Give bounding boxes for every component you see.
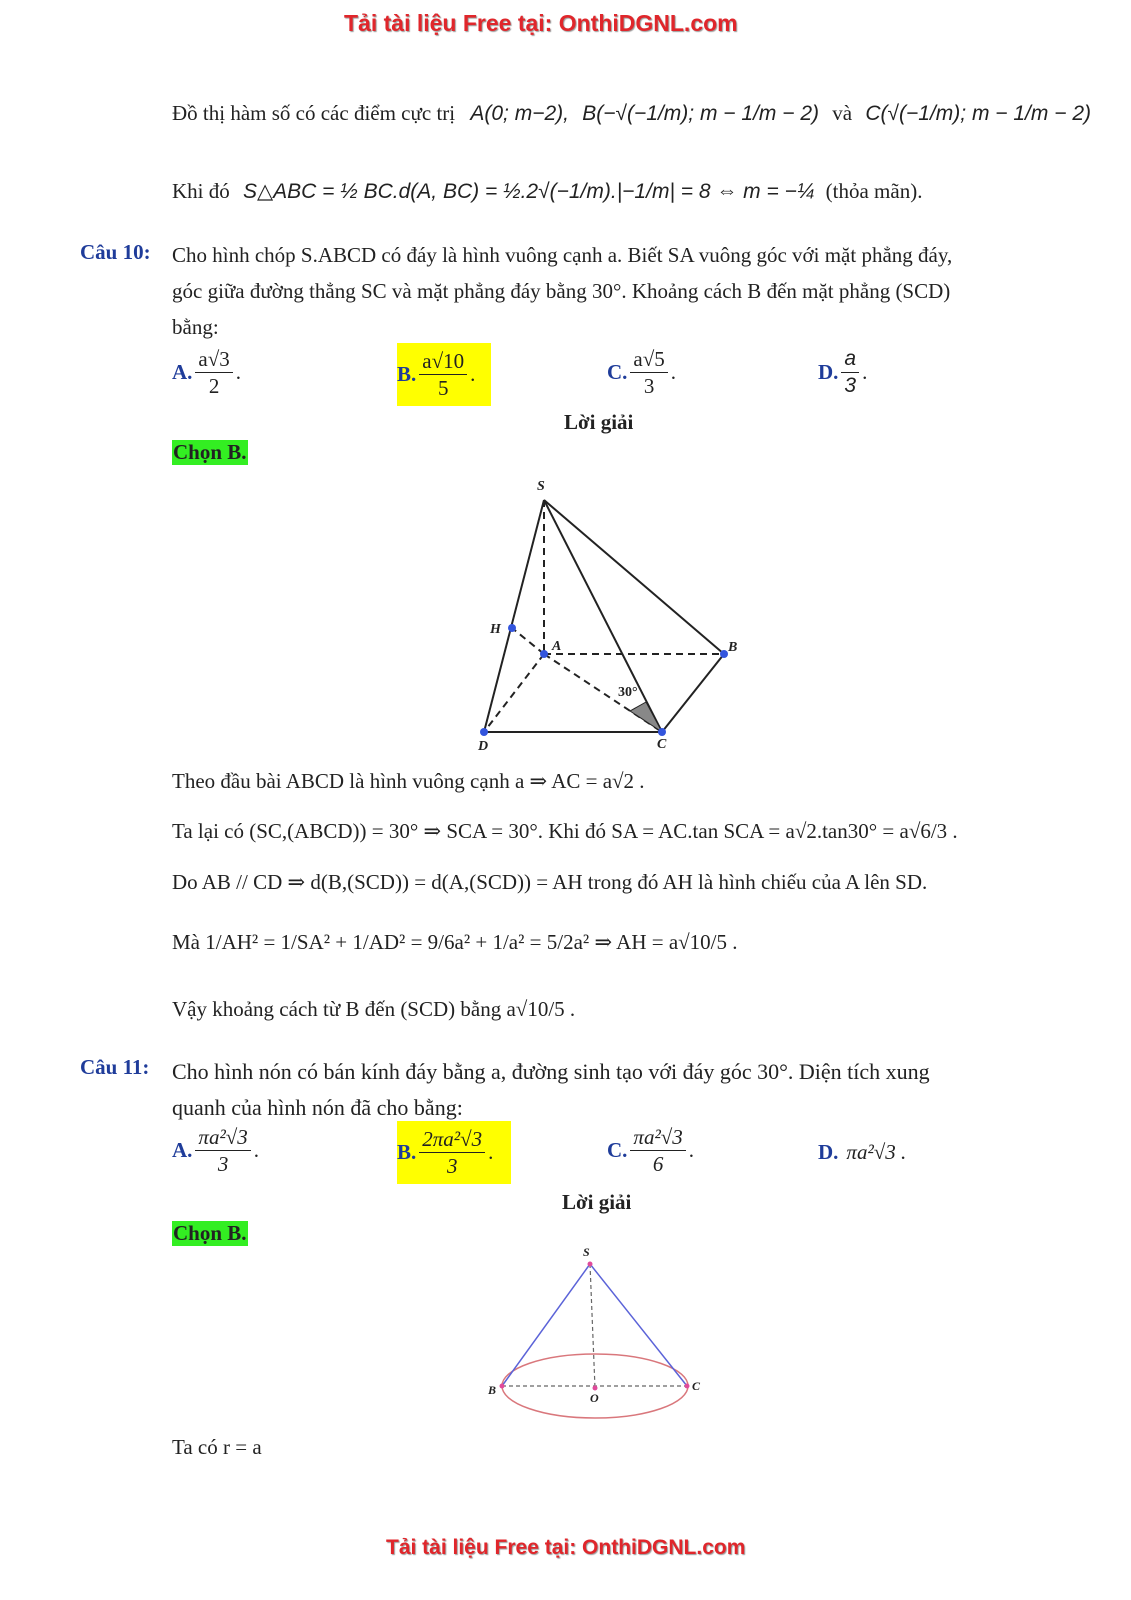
q11-chosen: Chọn B.	[173, 1221, 247, 1245]
q10-text-3: bằng:	[172, 315, 219, 339]
edge-sd	[484, 500, 544, 732]
q11-opt-d-letter: D.	[818, 1140, 839, 1164]
q10-opt-b-letter: B.	[397, 362, 417, 386]
cone-label-o: O	[590, 1391, 599, 1405]
q10-opt-b-den: 5	[437, 376, 449, 400]
q10-solution-title: Lời giải	[564, 410, 634, 434]
point-b-dot	[720, 650, 728, 658]
q10-sol-line-1: Theo đầu bài ABCD là hình vuông cạnh a ⇒ AC = a√2 .	[172, 769, 645, 793]
q11-text-2: quanh của hình nón đã cho bằng:	[172, 1095, 463, 1120]
label-b: B	[728, 640, 738, 655]
label-c: C	[657, 737, 667, 752]
edge-cb	[662, 654, 724, 732]
q10-opt-d-letter: D.	[818, 360, 839, 385]
label-angle: 30°	[618, 685, 638, 700]
q11-opt-b-letter: B.	[397, 1140, 417, 1164]
q10-option-d[interactable]: D. $\frac{a}{3}$ .	[818, 346, 867, 400]
segment-ah	[512, 628, 544, 654]
q11-opt-b-den: 3	[446, 1154, 458, 1178]
header-banner[interactable]: Tải tài liệu Free tại: OnthiDGNL.com	[344, 10, 738, 36]
q11-opt-c-den: 6	[652, 1152, 664, 1177]
edge-sc	[544, 500, 662, 732]
generatrix-sc	[590, 1264, 687, 1386]
footer-banner[interactable]: Tải tài liệu Free tại: OnthiDGNL.com	[386, 1536, 746, 1559]
point-a: A(0; m−2),	[470, 102, 569, 125]
q11-opt-d-text: πa²√3 .	[846, 1140, 907, 1164]
cone-label-s: S	[583, 1245, 590, 1259]
q10-sol-line-3: Do AB // CD ⇒ d(B,(SCD)) = d(A,(SCD)) = AH trong đó AH là hình chiếu của A lên SD.	[172, 870, 928, 894]
q10-option-a[interactable]: A. $\frac{a√3}{2}$ .	[172, 347, 242, 399]
cone-point-o	[593, 1386, 598, 1391]
cone-figure	[480, 1240, 720, 1430]
q10-label: Câu 10:	[80, 240, 151, 264]
label-a: A	[552, 639, 562, 654]
q10-option-b[interactable]: B. $\frac{a√10}{5}$ .	[397, 343, 491, 406]
q11-sol-line: Ta có r = a	[172, 1435, 262, 1459]
q11-option-b[interactable]: B. $\frac{\text{2πa²√3}}{3}$ .	[397, 1121, 511, 1184]
q10-sol-line-5: Vậy khoảng cách từ B đến (SCD) bằng a√10/5 .	[172, 997, 576, 1021]
cone-point-c	[685, 1384, 690, 1389]
prev-line-2	[172, 176, 922, 208]
prev-line2-text: Khi đó	[172, 179, 230, 203]
q10-opt-c-letter: C.	[607, 360, 628, 385]
q10-chosen: Chọn B.	[173, 440, 247, 464]
label-h: H	[490, 622, 501, 637]
point-a-dot	[540, 650, 548, 658]
q10-opt-a-letter: A.	[172, 360, 193, 385]
q10-option-c[interactable]: C. $\frac{a√5}{3}$ .	[607, 347, 677, 399]
point-c-dot	[658, 728, 666, 736]
point-h	[508, 624, 516, 632]
q11-option-d[interactable]	[818, 1140, 906, 1165]
axis-so	[590, 1264, 595, 1388]
q11-opt-c-letter: C.	[607, 1138, 628, 1163]
pyramid-figure	[470, 470, 760, 760]
q10-opt-a-den: 2	[208, 374, 220, 399]
q10-text-2: góc giữa đường thẳng SC và mặt phẳng đáy bằng 30°. Khoảng cách B đến mặt phẳng (SCD)	[172, 279, 951, 303]
angle-marker	[630, 702, 662, 732]
q10-sol-line-2: Ta lại có (SC,(ABCD)) = 30° ⇒ SCA = 30°. Khi đó SA = AC.tan SCA = a√2.tan30° = a√6/3 .	[172, 819, 958, 843]
generatrix-sb	[502, 1264, 590, 1386]
q10-opt-a-num: a√3	[195, 346, 232, 373]
area-formula: S△ABC = ½ BC.d(A, BC) = ½.2√(−1/m).|−1/m| = 8 ⇔ m = −¼	[243, 180, 815, 203]
q11-opt-a-letter: A.	[172, 1138, 193, 1163]
prev-va: và	[832, 101, 853, 125]
q10-opt-c-den: 3	[643, 374, 655, 399]
q11-option-a[interactable]: A. $\frac{\text{πa²√3}}{3}$ .	[172, 1125, 260, 1177]
cone-point-b	[500, 1384, 505, 1389]
q11-opt-b-num: 2πa²√3	[419, 1126, 485, 1153]
prev-line1-text: Đồ thị hàm số có các điểm cực trị	[172, 101, 456, 125]
q10-sol-line-4: Mà 1/AH² = 1/SA² + 1/AD² = 9/6a² + 1/a² = 5/2a² ⇒ AH = a√10/5 .	[172, 930, 738, 954]
point-b: B(−√(−1/m); m − 1/m − 2)	[582, 102, 820, 125]
cone-label-c: C	[692, 1379, 701, 1393]
q10-opt-d-num: a	[841, 346, 859, 373]
point-d-dot	[480, 728, 488, 736]
q11-text-1: Cho hình nón có bán kính đáy bằng a, đường sinh tạo với đáy góc 30°. Diện tích xung	[172, 1059, 930, 1084]
label-d: D	[478, 739, 489, 754]
prev-line-1	[172, 98, 1091, 130]
edge-sb	[544, 500, 724, 654]
prev-note: (thỏa mãn).	[825, 179, 923, 203]
point-c: C(√(−1/m); m − 1/m − 2)	[865, 102, 1091, 125]
q11-opt-c-num: πa²√3	[630, 1124, 685, 1151]
q10-opt-c-num: a√5	[630, 346, 667, 373]
edge-ad	[484, 654, 544, 732]
q10-opt-b-num: a√10	[419, 348, 467, 375]
q10-opt-d-den: 3	[844, 374, 857, 398]
cone-label-b: B	[488, 1383, 497, 1397]
cone-point-s	[588, 1262, 593, 1267]
q11-option-c[interactable]: C. $\frac{\text{πa²√3}}{6}$ .	[607, 1125, 695, 1177]
q11-opt-a-den: 3	[217, 1152, 229, 1177]
q11-opt-a-num: πa²√3	[195, 1124, 250, 1151]
q11-label: Câu 11:	[80, 1055, 150, 1079]
q10-text-1: Cho hình chóp S.ABCD có đáy là hình vuông cạnh a. Biết SA vuông góc với mặt phẳng đáy,	[172, 243, 953, 267]
label-s: S	[537, 479, 545, 494]
q11-solution-title: Lời giải	[562, 1190, 632, 1214]
